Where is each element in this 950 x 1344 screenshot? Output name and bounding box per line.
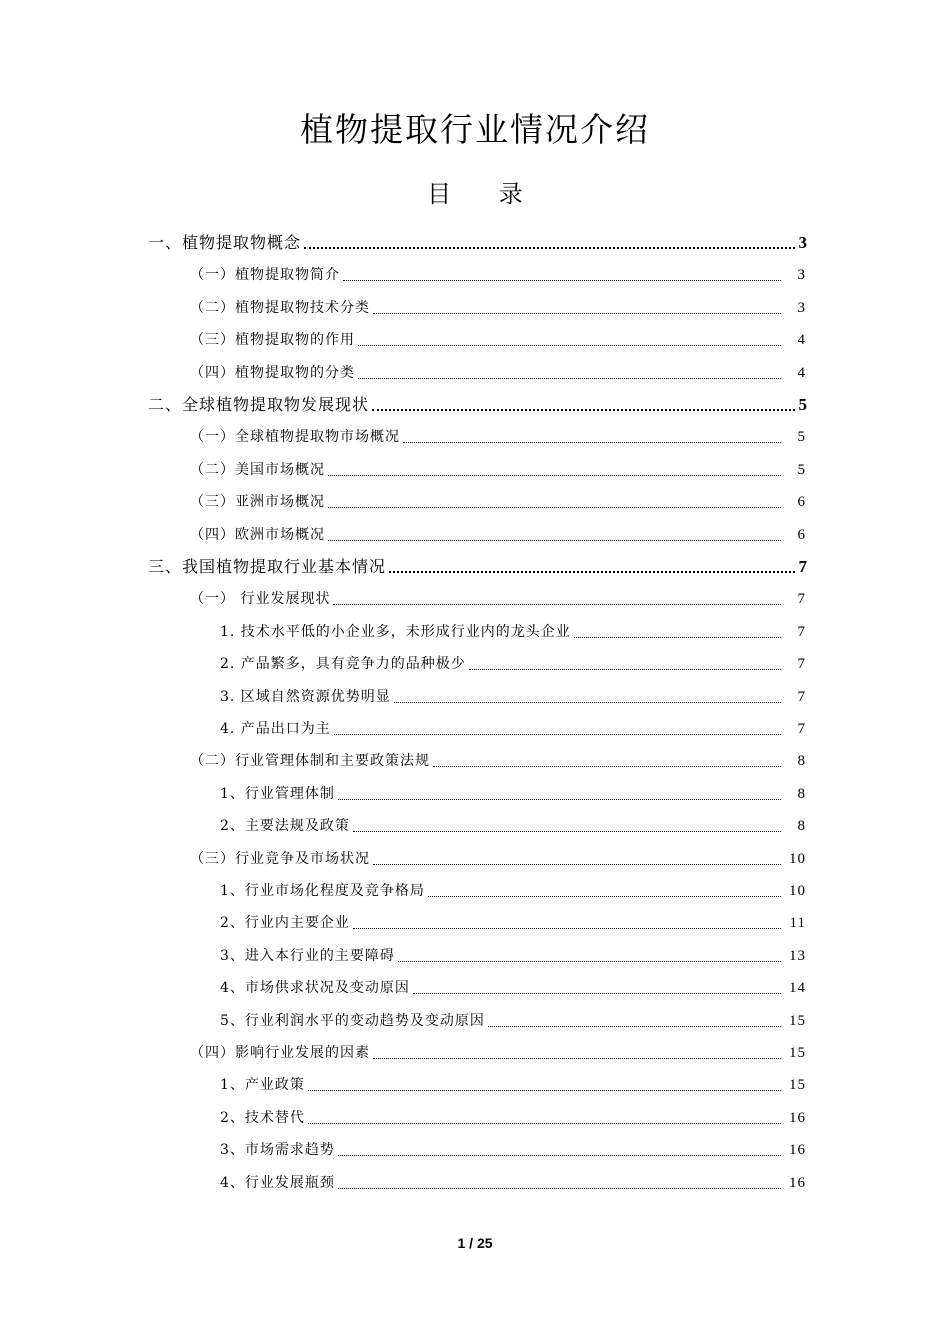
toc-dot-leader xyxy=(403,442,781,443)
toc-entry-label: （二）美国市场概况 xyxy=(190,461,325,478)
toc-entry-label: 1、行业市场化程度及竞争格局 xyxy=(220,883,425,899)
toc-entry[interactable] xyxy=(220,685,806,707)
toc-entry-label: 1、行业管理体制 xyxy=(220,785,335,802)
toc-entry-page: 8 xyxy=(797,785,806,802)
toc-dot-leader xyxy=(398,961,781,962)
toc-dot-leader xyxy=(353,831,781,832)
toc-entry[interactable] xyxy=(190,847,806,869)
toc-dot-leader xyxy=(353,928,781,929)
toc-entry-page: 8 xyxy=(797,753,806,770)
toc-entry[interactable] xyxy=(220,717,806,739)
toc-entry-page: 4 xyxy=(797,332,806,349)
toc-entry-page: 6 xyxy=(797,494,806,511)
toc-dot-leader xyxy=(338,1188,781,1189)
toc-entry[interactable] xyxy=(220,944,806,966)
toc-entry-page: 7 xyxy=(797,591,806,608)
toc-entry-label: 1. 技术水平低的小企业多，未形成行业内的龙头企业 xyxy=(220,623,571,640)
toc-entry-page: 16 xyxy=(789,1142,806,1159)
toc-entry-label: 3. 区域自然资源优势明显 xyxy=(220,688,391,705)
toc-entry[interactable] xyxy=(190,587,806,609)
toc-dot-leader xyxy=(358,345,781,346)
toc-heading: 目 录 xyxy=(427,180,543,208)
toc-entry[interactable] xyxy=(220,1009,806,1031)
toc-entry[interactable] xyxy=(190,328,806,350)
toc-entry[interactable] xyxy=(190,1041,806,1063)
toc-entry-page: 10 xyxy=(789,850,806,867)
toc-entry[interactable] xyxy=(220,911,806,933)
toc-entry-label: （三）行业竞争及市场状况 xyxy=(190,850,370,867)
toc-dot-leader xyxy=(308,1123,781,1124)
toc-entry-label: 一、植物提取物概念 xyxy=(148,233,302,252)
toc-entry-label: 2. 产品繁多，具有竞争力的品种极少 xyxy=(220,656,466,673)
toc-entry-page: 6 xyxy=(797,526,806,543)
toc-dot-leader xyxy=(428,896,781,897)
toc-dot-leader xyxy=(308,1090,781,1091)
toc-dot-leader xyxy=(328,507,781,508)
toc-entry[interactable] xyxy=(148,231,808,253)
toc-entry[interactable] xyxy=(220,652,806,674)
toc-dot-leader xyxy=(469,669,781,670)
toc-dot-leader xyxy=(488,1026,781,1027)
toc-entry[interactable] xyxy=(190,263,806,285)
toc-entry-label: 2、技术替代 xyxy=(220,1109,305,1126)
toc-entry-label: 1、产业政策 xyxy=(220,1077,305,1094)
toc-entry[interactable] xyxy=(220,1171,806,1193)
document-title: 植物提取行业情况介绍 xyxy=(300,110,650,149)
toc-entry-page: 14 xyxy=(789,980,806,997)
toc-entry-page: 5 xyxy=(798,395,808,414)
toc-entry-page: 3 xyxy=(797,267,806,284)
toc-entry[interactable] xyxy=(220,782,806,804)
toc-dot-leader xyxy=(394,702,781,703)
toc-dot-leader xyxy=(304,247,795,249)
toc-dot-leader xyxy=(338,799,781,800)
toc-entry-label: 二、全球植物提取物发展现状 xyxy=(148,395,370,414)
toc-entry-page: 7 xyxy=(797,656,806,673)
toc-entry-page: 7 xyxy=(798,557,808,576)
toc-entry-page: 3 xyxy=(797,299,806,316)
toc-entry[interactable] xyxy=(220,1073,806,1095)
toc-dot-leader xyxy=(373,1058,781,1059)
toc-entry-label: 3、进入本行业的主要障碍 xyxy=(220,947,395,964)
toc-entry-page: 3 xyxy=(798,233,808,252)
toc-dot-leader xyxy=(373,864,781,865)
page-number: 1 / 25 xyxy=(457,1235,493,1251)
toc-entry-page: 16 xyxy=(789,1109,806,1126)
toc-entry-label: （一）植物提取物简介 xyxy=(190,267,340,284)
toc-entry-label: 4. 产品出口为主 xyxy=(220,721,331,737)
toc-entry-page: 7 xyxy=(797,688,806,705)
toc-entry-page: 10 xyxy=(789,883,806,899)
toc-entry-page: 15 xyxy=(789,1012,806,1029)
toc-entry[interactable] xyxy=(190,425,806,447)
toc-dot-leader xyxy=(328,475,781,476)
toc-entry-label: 2、行业内主要企业 xyxy=(220,915,350,932)
toc-entry[interactable] xyxy=(220,814,806,836)
toc-dot-leader xyxy=(328,540,781,541)
toc-entry-page: 15 xyxy=(789,1077,806,1094)
toc-entry-label: （二）行业管理体制和主要政策法规 xyxy=(190,753,430,770)
toc-entry-label: （四）影响行业发展的因素 xyxy=(190,1045,370,1061)
toc-entry-label: （三）植物提取物的作用 xyxy=(190,332,355,349)
toc-entry-label: 4、市场供求状况及变动原因 xyxy=(220,980,410,997)
toc-entry-page: 15 xyxy=(789,1045,806,1061)
toc-dot-leader xyxy=(389,571,795,573)
toc-entry-label: （二）植物提取物技术分类 xyxy=(190,299,370,316)
toc-dot-leader xyxy=(343,280,781,281)
toc-entry-label: 2、主要法规及政策 xyxy=(220,818,350,835)
toc-entry-label: 3、市场需求趋势 xyxy=(220,1142,335,1159)
toc-dot-leader xyxy=(333,604,781,605)
toc-entry[interactable] xyxy=(190,490,806,512)
toc-entry-page: 7 xyxy=(797,623,806,640)
toc-entry[interactable] xyxy=(148,555,808,577)
toc-entry-label: 4、行业发展瓶颈 xyxy=(220,1174,335,1191)
toc-entry-label: 5、行业利润水平的变动趋势及变动原因 xyxy=(220,1012,485,1029)
toc-dot-leader xyxy=(373,313,781,314)
toc-entry[interactable] xyxy=(190,523,806,545)
toc-entry[interactable] xyxy=(190,749,806,771)
toc-dot-leader xyxy=(334,734,781,735)
toc-entry[interactable] xyxy=(220,620,806,642)
toc-entry-page: 8 xyxy=(797,818,806,835)
toc-entry[interactable] xyxy=(220,879,806,901)
toc-entry[interactable] xyxy=(220,1106,806,1128)
toc-entry-page: 11 xyxy=(789,915,806,932)
toc-entry-page: 13 xyxy=(789,947,806,964)
toc-entry[interactable] xyxy=(220,1138,806,1160)
toc-entry[interactable] xyxy=(190,296,806,318)
toc-entry-label: 三、我国植物提取行业基本情况 xyxy=(148,557,387,576)
toc-entry-page: 7 xyxy=(797,721,806,737)
toc-entry-label: （一） 行业发展现状 xyxy=(190,591,331,608)
toc-entry[interactable] xyxy=(190,361,806,383)
toc-entry[interactable] xyxy=(190,458,806,480)
toc-dot-leader xyxy=(358,378,781,379)
toc-entry-page: 16 xyxy=(789,1174,806,1191)
toc-dot-leader xyxy=(433,766,781,767)
toc-entry-label: （一）全球植物提取物市场概况 xyxy=(190,429,400,446)
toc-dot-leader xyxy=(338,1155,781,1156)
toc-entry-label: （四）植物提取物的分类 xyxy=(190,364,355,381)
toc-dot-leader xyxy=(413,993,781,994)
toc-entry[interactable] xyxy=(220,976,806,998)
toc-entry[interactable] xyxy=(148,393,808,415)
toc-entry-label: （三）亚洲市场概况 xyxy=(190,494,325,511)
toc-entry-label: （四）欧洲市场概况 xyxy=(190,526,325,543)
toc-entry-page: 5 xyxy=(797,461,806,478)
toc-entry-page: 5 xyxy=(797,429,806,446)
toc-dot-leader xyxy=(372,409,795,411)
toc-entry-page: 4 xyxy=(797,364,806,381)
toc-dot-leader xyxy=(574,637,781,638)
